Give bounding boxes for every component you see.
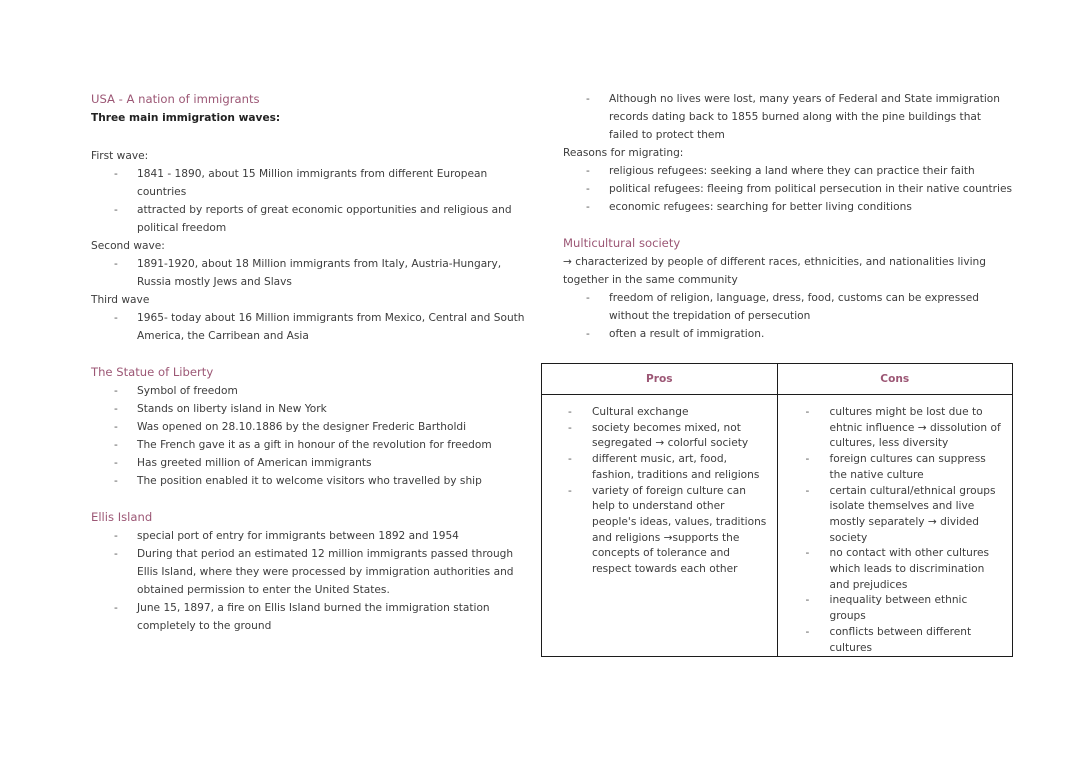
list-item: - June 15, 1897, a fire on Ellis Island burned the immigration station completely to the ground: [137, 599, 531, 635]
table-header-row: [542, 364, 1013, 395]
list-item: - 1841 - 1890, about 15 Million immigrants from different European countries: [137, 165, 531, 201]
third-wave-label: Third wave: [91, 294, 150, 306]
list-item: - Stands on liberty island in New York: [137, 400, 531, 418]
list-item: - inequality between ethnic groups: [830, 593, 1005, 624]
list-item: - conflicts between different cultures: [830, 625, 1005, 656]
ellis-fire-continued-list: [563, 90, 1013, 144]
first-wave-list: [91, 165, 531, 237]
list-item: - economic refugees: searching for better living conditions: [609, 198, 1013, 216]
second-wave-list: [91, 255, 531, 291]
reasons-for-migrating-label: Reasons for migrating:: [563, 147, 684, 159]
list-item: - 1891-1920, about 18 Million immigrants from Italy, Austria-Hungary, Russia mostly Jews and Slavs: [137, 255, 531, 291]
list-item: - cultures might be lost due to ehtnic influence → dissolution of cultures, less diversity: [830, 405, 1005, 452]
list-item: - The French gave it as a gift in honour of the revolution for freedom: [137, 436, 531, 454]
multicultural-definition: → characterized by people of different races, ethnicities, and nationalities living together in the same community: [563, 256, 986, 286]
list-item: - Was opened on 28.10.1886 by the designer Frederic Bartholdi: [137, 418, 531, 436]
table-row: [542, 395, 1013, 657]
list-item: - society becomes mixed, not segregated → colorful society: [592, 421, 769, 452]
third-wave-list: [91, 309, 531, 345]
first-wave-label: First wave:: [91, 150, 149, 162]
cons-list: [778, 405, 1005, 656]
pros-cons-table: [541, 363, 1013, 657]
multicultural-society-heading: Multicultural society: [563, 236, 681, 250]
list-item: - The position enabled it to welcome visitors who travelled by ship: [137, 472, 531, 490]
list-item: - often a result of immigration.: [609, 325, 1013, 343]
list-item: - religious refugees: seeking a land where they can practice their faith: [609, 162, 1013, 180]
list-item: - political refugees: fleeing from political persecution in their native countries: [609, 180, 1013, 198]
list-item: - certain cultural/ethnical groups isolate themselves and live mostly separately → divided society: [830, 484, 1005, 547]
cons-header: Cons: [777, 364, 1013, 395]
ellis-island-heading: Ellis Island: [91, 510, 153, 524]
list-item: - different music, art, food, fashion, traditions and religions: [592, 452, 769, 483]
right-column: [563, 90, 1013, 343]
cons-cell: [777, 395, 1013, 657]
list-item: - attracted by reports of great economic opportunities and religious and political freedom: [137, 201, 531, 237]
reasons-list: [563, 162, 1013, 216]
list-item: - special port of entry for immigrants between 1892 and 1954: [137, 527, 531, 545]
pros-list: [542, 405, 769, 578]
subtitle-immigration-waves: Three main immigration waves:: [91, 112, 281, 124]
list-item: - freedom of religion, language, dress, food, customs can be expressed without the trepidation of persecution: [609, 289, 1013, 325]
title-nation-of-immigrants: USA - A nation of immigrants: [91, 92, 260, 106]
ellis-island-list: [91, 527, 531, 635]
list-item: - Symbol of freedom: [137, 382, 531, 400]
statue-of-liberty-list: [91, 382, 531, 490]
list-item: - Although no lives were lost, many years of Federal and State immigration records dating back to 1855 burned along with the pine buildings that failed to protect them: [609, 90, 1013, 144]
list-item: - Has greeted million of American immigrants: [137, 454, 531, 472]
pros-cell: [542, 395, 778, 657]
list-item: - variety of foreign culture can help to understand other people's ideas, values, traditions and religions →supports the concepts of tolerance and respect towards each other: [592, 484, 769, 578]
pros-header: Pros: [542, 364, 778, 395]
second-wave-label: Second wave:: [91, 240, 165, 252]
list-item: - During that period an estimated 12 million immigrants passed through Ellis Island, where they were processed by immigration authorities and obtained permission to enter the United States.: [137, 545, 531, 599]
multicultural-list: [563, 289, 1013, 343]
list-item: - Cultural exchange: [592, 405, 769, 421]
list-item: - foreign cultures can suppress the native culture: [830, 452, 1005, 483]
left-column: [91, 90, 531, 635]
list-item: - no contact with other cultures which leads to discrimination and prejudices: [830, 546, 1005, 593]
list-item: - 1965- today about 16 Million immigrants from Mexico, Central and South America, the Carribean and Asia: [137, 309, 531, 345]
statue-of-liberty-heading: The Statue of Liberty: [91, 365, 214, 379]
